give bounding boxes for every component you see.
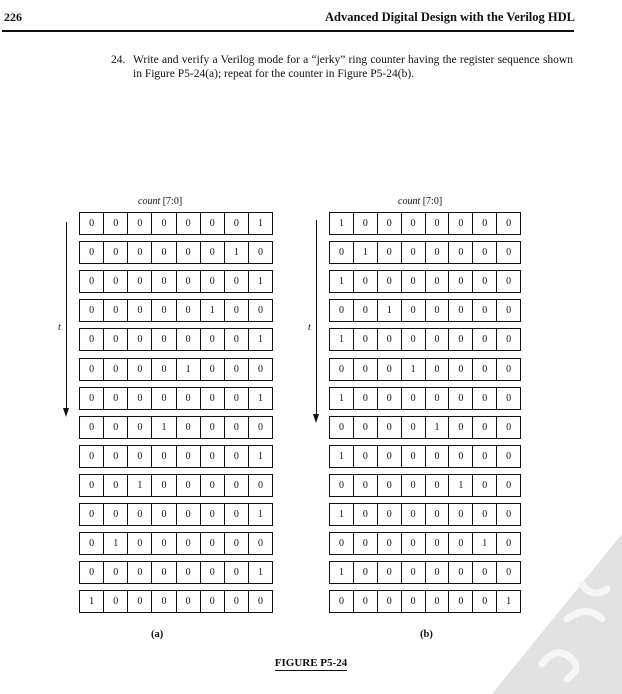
bit-cell: 0: [353, 446, 377, 467]
header-rule: [2, 30, 574, 32]
bit-cell: 0: [401, 388, 425, 409]
bit-cell: 0: [89, 276, 95, 287]
bit-cell: 0: [425, 388, 449, 409]
bit-cell: 0: [401, 213, 425, 234]
bit-cell: 1: [353, 242, 377, 263]
bit-cell: 0: [89, 538, 95, 549]
running-title: Advanced Digital Design with the Verilog HDL: [324, 10, 575, 24]
bit-cell: 1: [338, 218, 344, 229]
bit-cell: 0: [425, 242, 449, 263]
bit-cell: 0: [377, 417, 401, 438]
bit-cell: 0: [425, 359, 449, 380]
bit-cell: 0: [401, 417, 425, 438]
bit-cell: 1: [338, 567, 344, 578]
bit-cell: 0: [151, 329, 175, 350]
bit-cell: 0: [151, 213, 175, 234]
bit-cell: 0: [401, 504, 425, 525]
bit-cell: 1: [89, 596, 95, 607]
problem-text: Write and verify a Verilog mode for a “jerky” ring counter having the register sequence shown in Figure P5-24(a); repeat for the counter in Figure P5-24(b).: [133, 54, 573, 80]
bit-cell: 0: [353, 388, 377, 409]
bit-cell: 0: [377, 533, 401, 554]
bit-cell: 0: [89, 480, 95, 491]
bit-cell: 0: [472, 359, 496, 380]
bit-cell: 1: [338, 393, 344, 404]
bit-cell: 0: [200, 213, 224, 234]
bit-cell: 0: [89, 393, 95, 404]
bit-cell: 1: [248, 388, 272, 409]
bit-cell: 0: [338, 596, 344, 607]
register-row: [79, 561, 273, 584]
bit-cell: 0: [496, 300, 520, 321]
register-row: [79, 328, 273, 351]
bit-cell: 0: [127, 300, 151, 321]
bit-cell: 0: [472, 417, 496, 438]
bit-cell: 0: [377, 329, 401, 350]
bit-cell: 0: [353, 533, 377, 554]
bit-cell: 1: [127, 475, 151, 496]
bit-cell: 0: [448, 533, 472, 554]
bit-cell: 1: [248, 504, 272, 525]
bit-cell: 0: [89, 305, 95, 316]
bit-cell: 0: [103, 213, 127, 234]
bit-cell: 0: [176, 388, 200, 409]
bit-cell: 0: [496, 533, 520, 554]
bit-cell: 0: [151, 388, 175, 409]
bit-cell: 0: [353, 475, 377, 496]
register-row: [329, 328, 521, 351]
bit-cell: 1: [248, 213, 272, 234]
bit-cell: 0: [200, 591, 224, 612]
bit-cell: 0: [496, 213, 520, 234]
bit-cell: 0: [377, 591, 401, 612]
bit-cell: 0: [200, 242, 224, 263]
register-name-a: count: [138, 196, 161, 207]
bit-cell: 0: [151, 300, 175, 321]
bit-cell: 0: [472, 300, 496, 321]
bit-cell: 0: [448, 591, 472, 612]
register-row: [329, 299, 521, 322]
bit-cell: 0: [425, 213, 449, 234]
bit-cell: 1: [224, 242, 248, 263]
bit-cell: 0: [353, 329, 377, 350]
register-label-b: [398, 196, 442, 207]
bit-cell: 0: [127, 504, 151, 525]
bit-cell: 0: [472, 329, 496, 350]
bit-cell: 0: [353, 213, 377, 234]
bit-cell: 0: [176, 591, 200, 612]
bit-cell: 0: [127, 533, 151, 554]
bit-cell: 0: [472, 446, 496, 467]
bit-cell: 0: [176, 533, 200, 554]
bit-cell: 0: [103, 388, 127, 409]
bit-cell: 0: [200, 562, 224, 583]
bit-cell: 0: [151, 271, 175, 292]
bit-cell: 0: [401, 475, 425, 496]
bit-cell: 0: [127, 591, 151, 612]
bit-cell: 0: [127, 562, 151, 583]
figure-caption-text: FIGURE P5-24: [274, 657, 348, 669]
bit-cell: 0: [338, 422, 344, 433]
bit-cell: 1: [176, 359, 200, 380]
bit-cell: 0: [496, 242, 520, 263]
bit-cell: 1: [248, 562, 272, 583]
time-label-a: t: [58, 322, 61, 333]
bit-cell: 0: [448, 213, 472, 234]
sub-caption-b: (b): [420, 629, 433, 640]
bit-cell: 0: [200, 271, 224, 292]
bit-cell: 0: [353, 359, 377, 380]
bit-cell: 1: [338, 451, 344, 462]
bit-cell: 0: [127, 359, 151, 380]
register-row: [79, 299, 273, 322]
page-number: 226: [4, 10, 22, 24]
bit-cell: 0: [353, 271, 377, 292]
bit-cell: 0: [151, 242, 175, 263]
bit-cell: 0: [127, 329, 151, 350]
bit-cell: 0: [103, 446, 127, 467]
bit-cell: 0: [103, 242, 127, 263]
bit-cell: 0: [127, 388, 151, 409]
time-arrow-a: [66, 222, 67, 408]
bit-cell: 0: [224, 446, 248, 467]
bit-cell: 0: [425, 271, 449, 292]
bit-cell: 0: [224, 388, 248, 409]
bit-cell: 0: [377, 504, 401, 525]
register-range-a: [7:0]: [162, 196, 183, 207]
bit-cell: 0: [472, 562, 496, 583]
bit-cell: 1: [248, 271, 272, 292]
watermark-seal-icon: [472, 524, 622, 694]
bit-cell: 0: [224, 475, 248, 496]
bit-cell: 0: [448, 562, 472, 583]
bit-cell: 0: [401, 329, 425, 350]
bit-cell: 0: [103, 329, 127, 350]
bit-cell: 0: [377, 562, 401, 583]
bit-cell: 0: [425, 504, 449, 525]
bit-cell: 0: [176, 562, 200, 583]
bit-cell: 0: [248, 475, 272, 496]
bit-cell: 1: [496, 591, 520, 612]
bit-cell: 0: [224, 271, 248, 292]
bit-cell: 0: [176, 271, 200, 292]
bit-cell: 0: [496, 446, 520, 467]
bit-cell: 0: [496, 271, 520, 292]
bit-cell: 0: [200, 475, 224, 496]
bit-cell: 0: [338, 480, 344, 491]
bit-cell: 0: [448, 300, 472, 321]
bit-cell: 0: [377, 446, 401, 467]
bit-cell: 0: [224, 417, 248, 438]
bit-cell: 0: [425, 300, 449, 321]
bit-cell: 0: [127, 417, 151, 438]
bit-cell: 0: [425, 533, 449, 554]
bit-cell: 0: [89, 422, 95, 433]
register-row: [79, 532, 273, 555]
bit-cell: 0: [377, 242, 401, 263]
bit-cell: 0: [353, 417, 377, 438]
bit-cell: 0: [200, 388, 224, 409]
bit-cell: 0: [448, 446, 472, 467]
bit-cell: 0: [200, 329, 224, 350]
bit-cell: 0: [176, 417, 200, 438]
bit-cell: 0: [425, 475, 449, 496]
bit-cell: 0: [353, 562, 377, 583]
bit-cell: 0: [496, 359, 520, 380]
bit-cell: 0: [472, 504, 496, 525]
bit-cell: 0: [103, 475, 127, 496]
bit-cell: 0: [89, 509, 95, 520]
bit-cell: 0: [338, 364, 344, 375]
register-row: [79, 358, 273, 381]
register-row: [329, 358, 521, 381]
bit-cell: 0: [89, 334, 95, 345]
bit-cell: 0: [248, 359, 272, 380]
bit-cell: 0: [377, 475, 401, 496]
register-row: [329, 474, 521, 497]
bit-cell: 0: [472, 388, 496, 409]
bit-cell: 0: [377, 359, 401, 380]
bit-cell: 0: [377, 271, 401, 292]
register-label-a: [138, 196, 182, 207]
register-row: [79, 474, 273, 497]
register-row: [329, 212, 521, 235]
bit-cell: 0: [448, 329, 472, 350]
bit-cell: 0: [89, 451, 95, 462]
time-arrow-b: [316, 220, 317, 414]
register-row: [329, 270, 521, 293]
bit-cell: 0: [472, 475, 496, 496]
bit-cell: 0: [496, 388, 520, 409]
bit-cell: 0: [425, 562, 449, 583]
bit-cell: 1: [200, 300, 224, 321]
bit-cell: 0: [200, 417, 224, 438]
bit-cell: 0: [472, 242, 496, 263]
register-name-b: count: [398, 196, 421, 207]
bit-cell: 0: [448, 504, 472, 525]
register-range-b: [7:0]: [422, 196, 443, 207]
register-row: [79, 590, 273, 613]
bit-cell: 0: [151, 504, 175, 525]
bit-cell: 0: [496, 562, 520, 583]
bit-cell: 0: [200, 446, 224, 467]
bit-cell: 1: [151, 417, 175, 438]
bit-cell: 0: [401, 562, 425, 583]
register-row: [329, 503, 521, 526]
bit-cell: 0: [496, 475, 520, 496]
bit-cell: 0: [377, 388, 401, 409]
register-row: [329, 416, 521, 439]
bit-cell: 0: [127, 271, 151, 292]
bit-cell: 1: [425, 417, 449, 438]
bit-cell: 0: [89, 247, 95, 258]
bit-cell: 0: [103, 417, 127, 438]
bit-cell: 0: [200, 359, 224, 380]
bit-cell: 0: [448, 271, 472, 292]
bit-cell: 0: [401, 300, 425, 321]
register-row: [79, 416, 273, 439]
bit-cell: 0: [448, 417, 472, 438]
register-row: [79, 270, 273, 293]
problem-statement: [111, 53, 573, 81]
bit-cell: 0: [127, 446, 151, 467]
register-row: [329, 445, 521, 468]
bit-cell: 0: [448, 242, 472, 263]
bit-cell: 0: [401, 271, 425, 292]
bit-cell: 0: [248, 242, 272, 263]
bit-cell: 0: [224, 213, 248, 234]
bit-cell: 0: [151, 475, 175, 496]
bit-cell: 0: [448, 388, 472, 409]
bit-cell: 0: [151, 533, 175, 554]
bit-cell: 0: [401, 446, 425, 467]
bit-cell: 0: [248, 533, 272, 554]
bit-cell: 1: [248, 446, 272, 467]
bit-cell: 0: [176, 242, 200, 263]
bit-cell: 0: [200, 504, 224, 525]
bit-cell: 0: [151, 446, 175, 467]
bit-cell: 0: [353, 300, 377, 321]
bit-cell: 0: [353, 591, 377, 612]
bit-cell: 0: [224, 533, 248, 554]
time-arrow-head-b: [313, 414, 319, 423]
bit-cell: 0: [103, 504, 127, 525]
bit-cell: 0: [338, 305, 344, 316]
bit-cell: 0: [176, 213, 200, 234]
bit-cell: 1: [338, 334, 344, 345]
bit-cell: 0: [103, 271, 127, 292]
bit-cell: 0: [425, 591, 449, 612]
bit-cell: 1: [377, 300, 401, 321]
bit-cell: 0: [248, 300, 272, 321]
bit-cell: 1: [103, 533, 127, 554]
bit-cell: 0: [200, 533, 224, 554]
problem-number: 24.: [111, 54, 126, 66]
bit-cell: 0: [103, 300, 127, 321]
bit-cell: 0: [176, 446, 200, 467]
bit-cell: 0: [353, 504, 377, 525]
bit-cell: 0: [224, 300, 248, 321]
register-row: [329, 241, 521, 264]
bit-cell: 1: [338, 276, 344, 287]
bit-cell: 0: [176, 504, 200, 525]
bit-cell: 0: [448, 359, 472, 380]
bit-cell: 0: [401, 591, 425, 612]
bit-cell: 0: [377, 213, 401, 234]
register-row: [79, 387, 273, 410]
register-row: [79, 445, 273, 468]
bit-cell: 0: [472, 591, 496, 612]
bit-cell: 0: [425, 329, 449, 350]
bit-cell: 1: [472, 533, 496, 554]
bit-cell: 0: [224, 591, 248, 612]
bit-cell: 0: [89, 218, 95, 229]
bit-cell: 0: [472, 213, 496, 234]
bit-cell: 0: [127, 213, 151, 234]
register-row: [329, 387, 521, 410]
bit-cell: 0: [338, 538, 344, 549]
bit-cell: 1: [338, 509, 344, 520]
bit-cell: 0: [151, 591, 175, 612]
bit-cell: 0: [496, 329, 520, 350]
bit-cell: 0: [338, 247, 344, 258]
bit-cell: 1: [248, 329, 272, 350]
bit-cell: 0: [224, 504, 248, 525]
bit-cell: 0: [89, 567, 95, 578]
register-row: [79, 503, 273, 526]
register-row: [79, 212, 273, 235]
bit-cell: 0: [496, 417, 520, 438]
bit-cell: 0: [176, 475, 200, 496]
bit-cell: 0: [248, 591, 272, 612]
time-arrow-head-a: [63, 408, 69, 417]
bit-cell: 1: [448, 475, 472, 496]
bit-cell: 0: [127, 242, 151, 263]
bit-cell: 0: [103, 562, 127, 583]
sub-caption-a: (a): [151, 629, 164, 640]
bit-cell: 0: [89, 364, 95, 375]
bit-cell: 0: [103, 591, 127, 612]
bit-cell: 0: [176, 300, 200, 321]
bit-cell: 0: [151, 562, 175, 583]
bit-cell: 0: [224, 562, 248, 583]
bit-cell: 0: [103, 359, 127, 380]
bit-cell: 1: [401, 359, 425, 380]
bit-cell: 0: [401, 242, 425, 263]
bit-cell: 0: [176, 329, 200, 350]
bit-cell: 0: [151, 359, 175, 380]
bit-cell: 0: [224, 329, 248, 350]
time-label-b: t: [308, 322, 311, 333]
bit-cell: 0: [496, 504, 520, 525]
bit-cell: 0: [401, 533, 425, 554]
bit-cell: 0: [224, 359, 248, 380]
register-row: [79, 241, 273, 264]
bit-cell: 0: [472, 271, 496, 292]
bit-cell: 0: [248, 417, 272, 438]
bit-cell: 0: [425, 446, 449, 467]
